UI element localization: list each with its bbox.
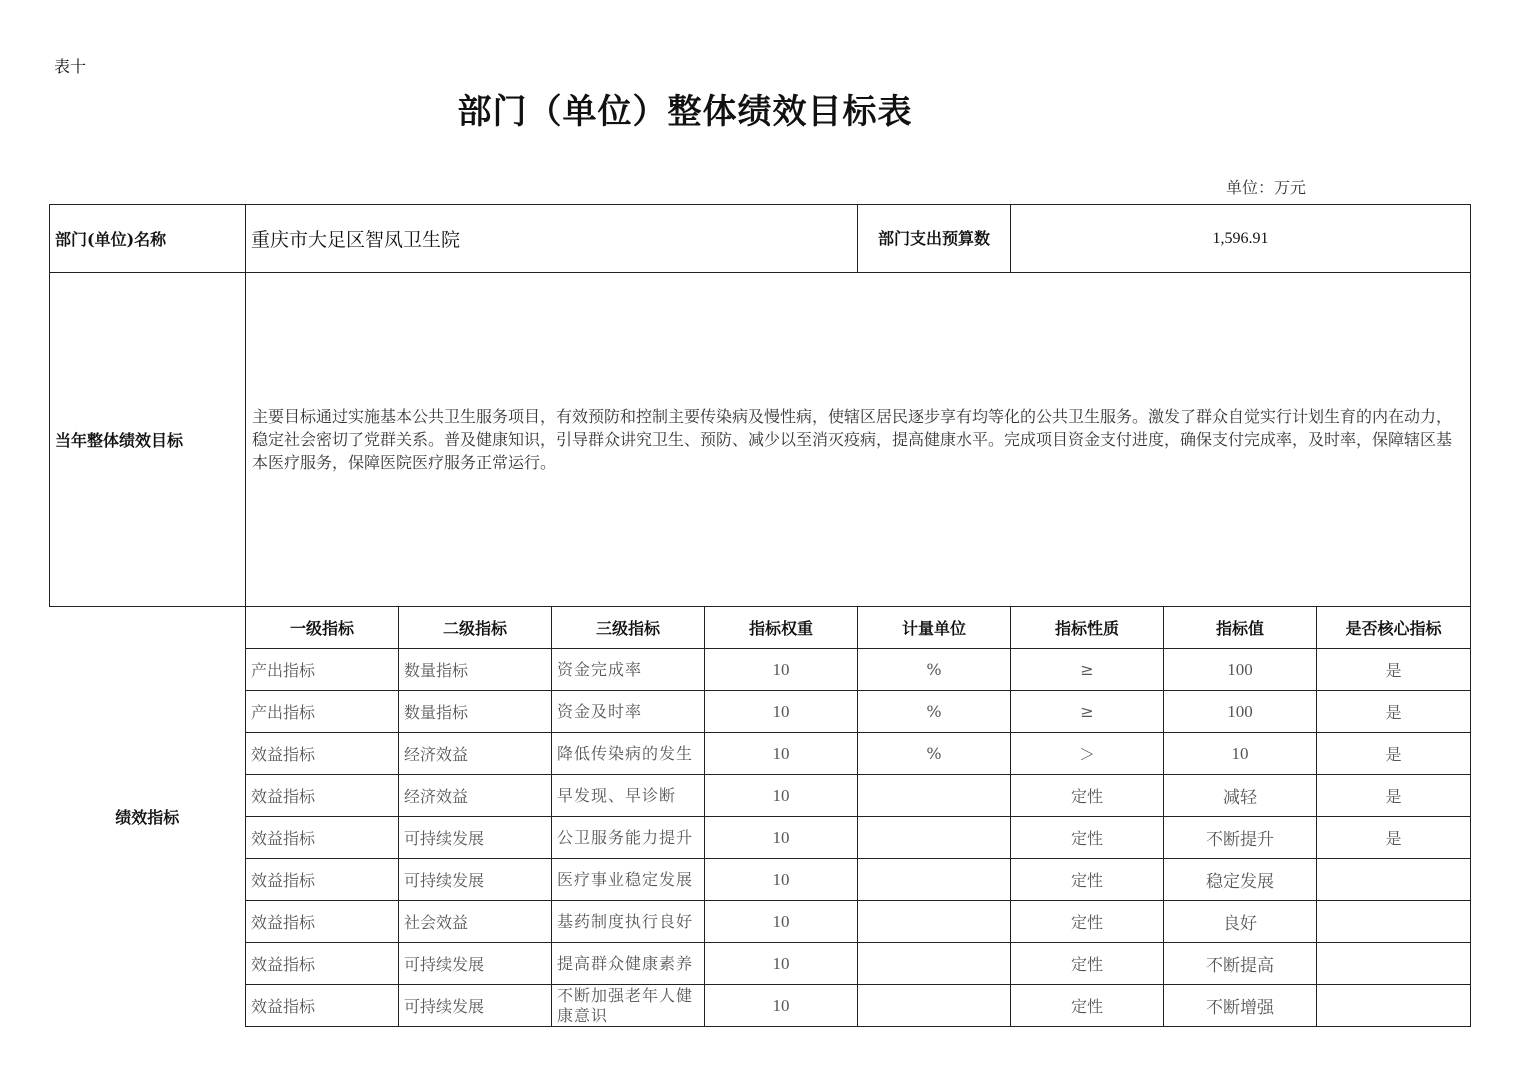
level3-cell: 早发现、早诊断 bbox=[552, 775, 705, 817]
level3-cell: 降低传染病的发生 bbox=[552, 733, 705, 775]
weight-cell: 10 bbox=[705, 859, 858, 901]
indicator-header-row bbox=[50, 607, 1471, 649]
nature-cell: 定性 bbox=[1011, 943, 1164, 985]
level2-cell: 社会效益 bbox=[399, 901, 552, 943]
core-cell bbox=[1317, 943, 1471, 985]
dept-row bbox=[50, 205, 1471, 273]
unit-cell: % bbox=[858, 733, 1011, 775]
value-cell: 10 bbox=[1164, 733, 1317, 775]
value-cell: 100 bbox=[1164, 649, 1317, 691]
level1-cell: 效益指标 bbox=[246, 817, 399, 859]
perf-label: 绩效指标 bbox=[115, 808, 180, 828]
level1-cell: 效益指标 bbox=[246, 775, 399, 817]
core-cell: 是 bbox=[1317, 775, 1471, 817]
indicator-row bbox=[50, 775, 1471, 817]
nature-cell: ≥ bbox=[1011, 649, 1164, 691]
unit-label: 单位：万元 bbox=[1226, 178, 1307, 197]
core-cell: 是 bbox=[1317, 649, 1471, 691]
goal-row bbox=[50, 273, 1471, 607]
level2-cell: 可持续发展 bbox=[399, 859, 552, 901]
budget-label: 部门支出预算数 bbox=[858, 205, 1011, 273]
value-cell: 良好 bbox=[1164, 901, 1317, 943]
nature-cell: 定性 bbox=[1011, 985, 1164, 1027]
level3-cell: 公卫服务能力提升 bbox=[552, 817, 705, 859]
dept-name-label: 部门(单位)名称 bbox=[50, 205, 246, 273]
nature-cell: ＞ bbox=[1011, 733, 1164, 775]
dept-name-value: 重庆市大足区智凤卫生院 bbox=[246, 205, 858, 273]
indicator-row bbox=[50, 985, 1471, 1027]
indicator-row bbox=[50, 691, 1471, 733]
unit-cell bbox=[858, 943, 1011, 985]
column-header: 指标性质 bbox=[1011, 607, 1164, 649]
core-cell bbox=[1317, 901, 1471, 943]
level3-cell: 资金及时率 bbox=[552, 691, 705, 733]
level1-cell: 效益指标 bbox=[246, 901, 399, 943]
indicator-row bbox=[50, 649, 1471, 691]
budget-value: 1,596.91 bbox=[1011, 205, 1471, 273]
page-title: 部门（单位）整体绩效目标表 bbox=[457, 92, 913, 132]
column-header: 指标权重 bbox=[705, 607, 858, 649]
core-cell bbox=[1317, 985, 1471, 1027]
level2-cell: 经济效益 bbox=[399, 733, 552, 775]
level1-cell: 效益指标 bbox=[246, 859, 399, 901]
weight-cell: 10 bbox=[705, 649, 858, 691]
unit-cell bbox=[858, 901, 1011, 943]
unit-cell bbox=[858, 859, 1011, 901]
unit-cell: % bbox=[858, 649, 1011, 691]
nature-cell: 定性 bbox=[1011, 859, 1164, 901]
value-cell: 稳定发展 bbox=[1164, 859, 1317, 901]
level3-cell: 不断加强老年人健康意识 bbox=[552, 985, 705, 1027]
level2-cell: 经济效益 bbox=[399, 775, 552, 817]
column-header: 计量单位 bbox=[858, 607, 1011, 649]
indicator-row bbox=[50, 901, 1471, 943]
weight-cell: 10 bbox=[705, 985, 858, 1027]
nature-cell: 定性 bbox=[1011, 817, 1164, 859]
weight-cell: 10 bbox=[705, 733, 858, 775]
level3-cell: 医疗事业稳定发展 bbox=[552, 859, 705, 901]
value-cell: 不断增强 bbox=[1164, 985, 1317, 1027]
column-header: 指标值 bbox=[1164, 607, 1317, 649]
indicator-row bbox=[50, 943, 1471, 985]
level1-cell: 效益指标 bbox=[246, 733, 399, 775]
indicator-row bbox=[50, 733, 1471, 775]
nature-cell: ≥ bbox=[1011, 691, 1164, 733]
level2-cell: 可持续发展 bbox=[399, 985, 552, 1027]
nature-cell: 定性 bbox=[1011, 901, 1164, 943]
weight-cell: 10 bbox=[705, 943, 858, 985]
level1-cell: 产出指标 bbox=[246, 691, 399, 733]
performance-table bbox=[49, 204, 1471, 1027]
unit-cell: % bbox=[858, 691, 1011, 733]
weight-cell: 10 bbox=[705, 817, 858, 859]
goal-label: 当年整体绩效目标 bbox=[50, 273, 246, 607]
value-cell: 不断提升 bbox=[1164, 817, 1317, 859]
nature-cell: 定性 bbox=[1011, 775, 1164, 817]
value-cell: 减轻 bbox=[1164, 775, 1317, 817]
weight-cell: 10 bbox=[705, 775, 858, 817]
level2-cell: 可持续发展 bbox=[399, 943, 552, 985]
column-header: 二级指标 bbox=[399, 607, 552, 649]
core-cell: 是 bbox=[1317, 817, 1471, 859]
value-cell: 100 bbox=[1164, 691, 1317, 733]
column-header: 一级指标 bbox=[246, 607, 399, 649]
level1-cell: 效益指标 bbox=[246, 943, 399, 985]
level1-cell: 效益指标 bbox=[246, 985, 399, 1027]
level2-cell: 数量指标 bbox=[399, 691, 552, 733]
level3-cell: 提高群众健康素养 bbox=[552, 943, 705, 985]
core-cell: 是 bbox=[1317, 733, 1471, 775]
core-cell: 是 bbox=[1317, 691, 1471, 733]
weight-cell: 10 bbox=[705, 691, 858, 733]
unit-cell bbox=[858, 775, 1011, 817]
value-cell: 不断提高 bbox=[1164, 943, 1317, 985]
unit-cell bbox=[858, 985, 1011, 1027]
core-cell bbox=[1317, 859, 1471, 901]
goal-text: 主要目标通过实施基本公共卫生服务项目，有效预防和控制主要传染病及慢性病，使辖区居民逐步享有均等化的公共卫生服务。激发了群众自觉实行计划生育的内在动力，稳定社会密切了党群关系。普及健康知识，引导群众讲究卫生、预防、减少以至消灭疫病，提高健康水平。完成项目资金支付进度，确保支付完成率，及时率，保障辖区基本医疗服务，保障医院医疗服务正常运行。 bbox=[246, 273, 1471, 607]
indicator-row bbox=[50, 859, 1471, 901]
column-header: 是否核心指标 bbox=[1317, 607, 1471, 649]
unit-cell bbox=[858, 817, 1011, 859]
level3-cell: 资金完成率 bbox=[552, 649, 705, 691]
weight-cell: 10 bbox=[705, 901, 858, 943]
sheet-label: 表十 bbox=[54, 57, 87, 76]
level2-cell: 数量指标 bbox=[399, 649, 552, 691]
level1-cell: 产出指标 bbox=[246, 649, 399, 691]
level3-cell: 基药制度执行良好 bbox=[552, 901, 705, 943]
level2-cell: 可持续发展 bbox=[399, 817, 552, 859]
column-header: 三级指标 bbox=[552, 607, 705, 649]
indicator-row bbox=[50, 817, 1471, 859]
